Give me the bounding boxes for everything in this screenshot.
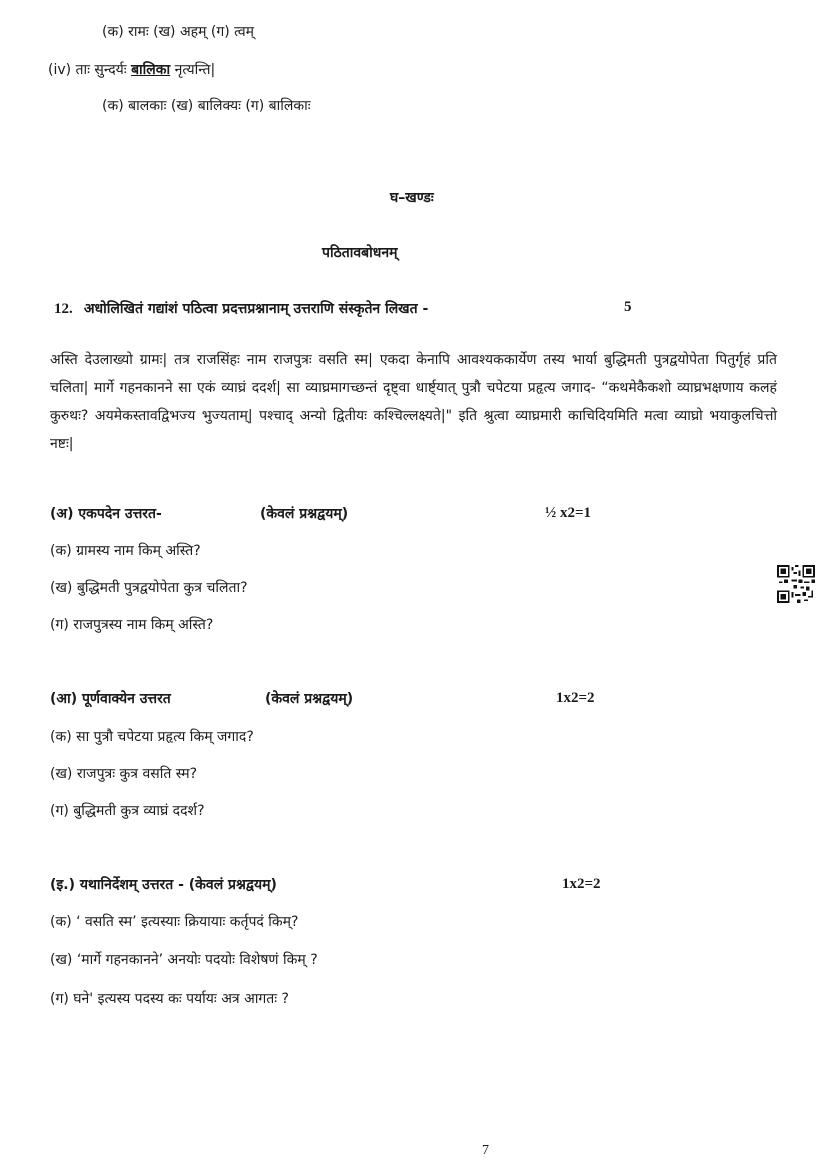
part-aa-question-kha: (ख) राजपुत्रः कुत्र वसति स्म? <box>50 766 198 782</box>
question-iv-prefix: (iv) ताः सुन्दर्यः <box>48 62 132 78</box>
part-i-marks: 1x2=2 <box>562 876 601 892</box>
part-aa-heading: (आ) पूर्णवाक्येन उत्तरत <box>50 691 171 707</box>
options-line-iv: (क) बालकाः (ख) बालिक्यः (ग) बालिकाः <box>102 98 311 114</box>
question-12-text: अधोलिखितं गद्यांशं पठित्वा प्रदत्तप्रश्नानाम् उत्तराणि संस्कृतेन लिखत - <box>83 301 429 317</box>
qr-code-icon <box>777 565 815 603</box>
question-12 <box>54 298 428 318</box>
section-title: घ–खण्डः <box>390 190 434 206</box>
part-a-question-kha: (ख) बुद्धिमती पुत्रद्वयोपेता कुत्र चलिता? <box>50 580 248 596</box>
question-iv-highlight: बालिका <box>131 62 171 78</box>
part-i-question-kha: (ख) ‘मार्गे गहनकानने’ अनयोः पदयोः विशेषणं किम् ? <box>50 952 318 968</box>
question-iv <box>48 60 215 79</box>
options-line-iii: (क) रामः (ख) अहम् (ग) त्वम् <box>102 24 255 40</box>
question-iv-suffix: नृत्यन्ति| <box>170 62 216 78</box>
part-aa-question-ga: (ग) बुद्धिमती कुत्र व्याघ्रं ददर्श? <box>50 803 205 819</box>
part-a-question-ka: (क) ग्रामस्य नाम किम् अस्ति? <box>50 543 201 559</box>
page-number: 7 <box>482 1143 489 1158</box>
part-a-question-ga: (ग) राजपुत्रस्य नाम किम् अस्ति? <box>50 617 214 633</box>
part-i-heading: (इ.) यथानिर्देशम् उत्तरत - (केवलं प्रश्नद्वयम्) <box>50 877 277 893</box>
part-a-marks: ½ x2=1 <box>545 505 592 521</box>
part-i-question-ga: (ग) घने' इत्यस्य पदस्य कः पर्यायः अत्र आगतः ? <box>50 991 289 1007</box>
part-a-heading: (अ) एकपदेन उत्तरत- <box>50 506 162 522</box>
section-subtitle: पठितावबोधनम् <box>322 245 398 261</box>
question-12-marks: 5 <box>624 299 632 315</box>
part-aa-marks: 1x2=2 <box>556 690 595 706</box>
part-aa-note: (केवलं प्रश्नद्वयम्) <box>265 691 354 707</box>
part-a-note: (केवलं प्रश्नद्वयम्) <box>260 506 349 522</box>
question-12-number: 12. <box>54 301 73 317</box>
part-aa-question-ka: (क) सा पुत्रौ चपेटया प्रहृत्य किम् जगाद? <box>50 729 254 745</box>
part-i-question-ka: (क) ‘ वसति स्म’ इत्यस्याः क्रियायाः कर्तृपदं किम्? <box>50 914 299 930</box>
passage: अस्ति देउलाख्यो ग्रामः| तत्र राजसिंहः नाम राजपुत्रः वसति स्म| एकदा केनापि आवश्यककार्येण तस्य भार्या बुद्धिमती पुत्रद्वयोपेता पितुर्गृहं प्रति चलिता| मार्गे गहनकानने सा एकं व्याघ्रं ददर्श| सा व्याघ्रमागच्छन्तं दृष्ट्वा धार्ष्ट्यात् पुत्रौ चपेटया प्रहृत्य जगाद- “कथमेकैकशो व्याघ्रभक्षणाय कलहं कुरुथः? अयमेकस्तावद्विभज्य भुज्यताम्| पश्चाद् अन्यो द्वितीयः कश्चिल्लक्ष्यते|" इति श्रुत्वा व्याघ्रमारी काचिदियमिति मत्वा व्याघ्रो भयाकुलचित्तो नष्टः| <box>50 352 777 452</box>
